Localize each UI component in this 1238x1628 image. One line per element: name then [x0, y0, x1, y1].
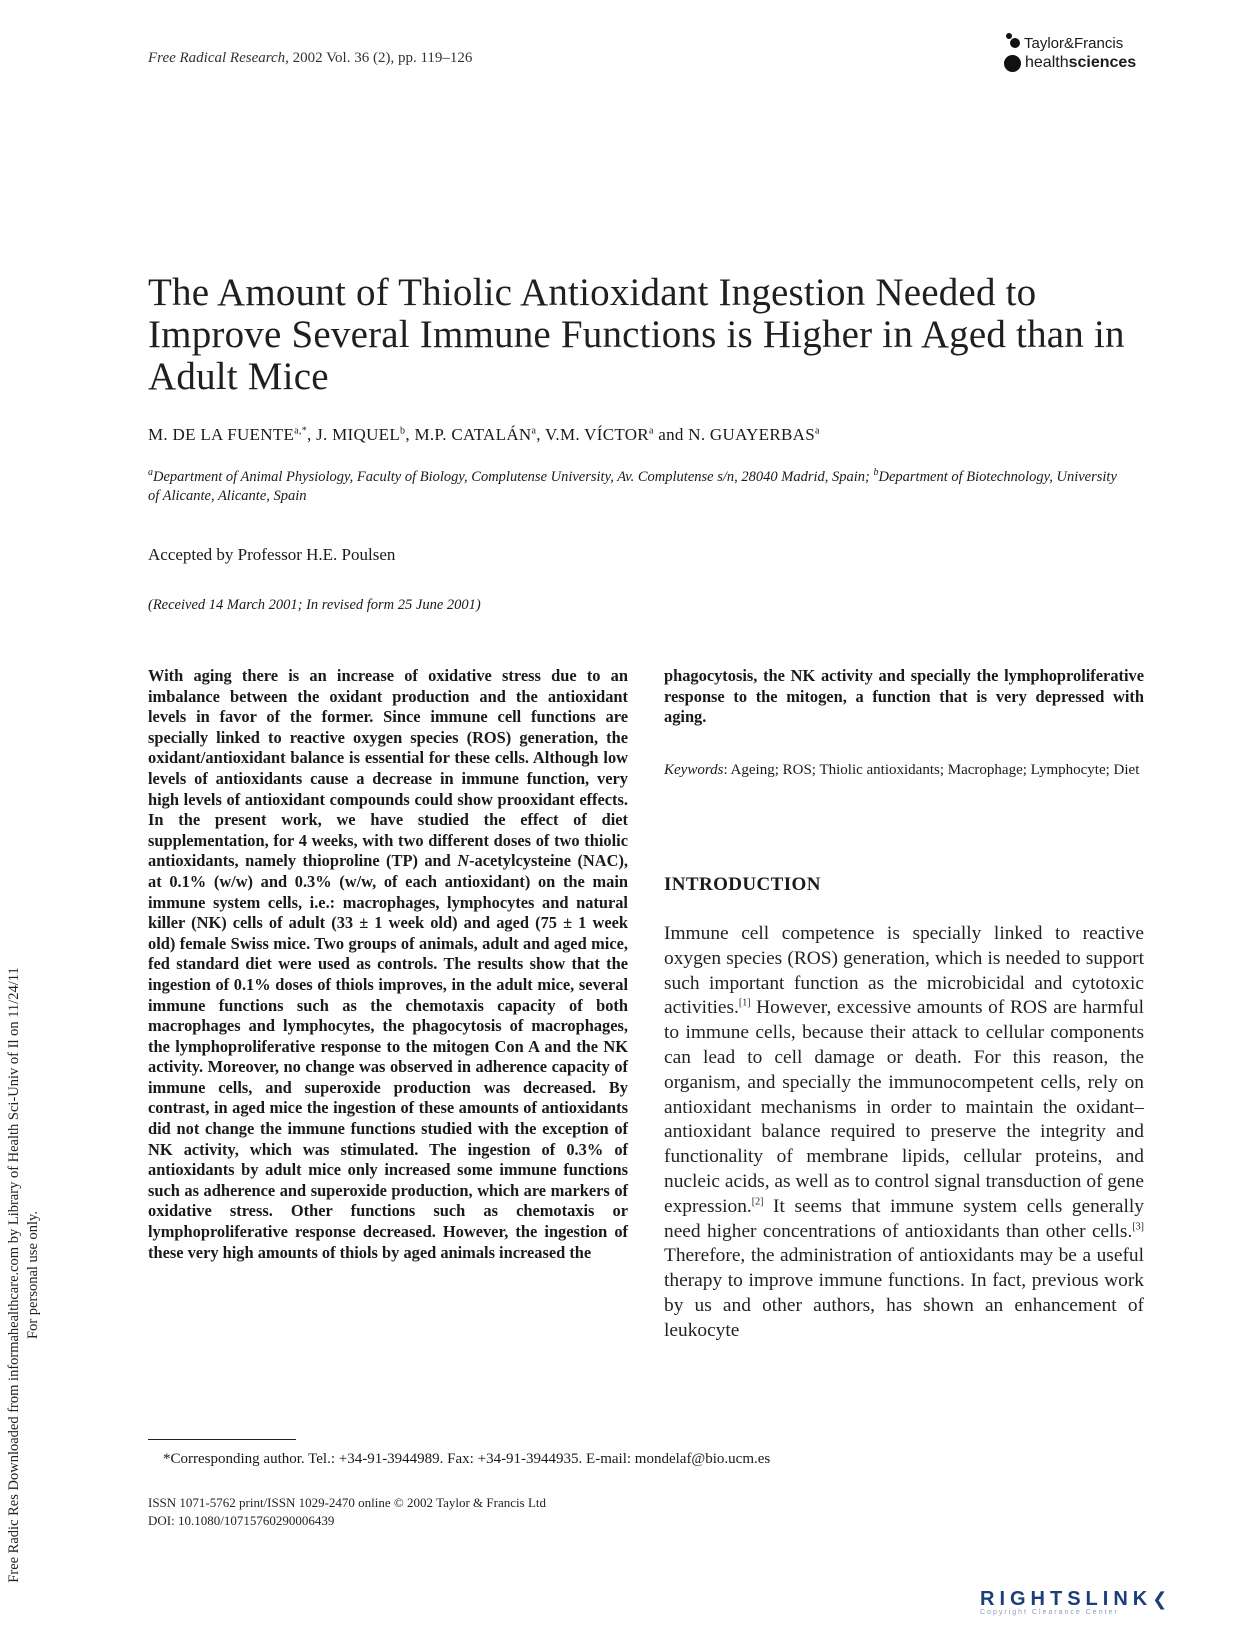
download-notice	[5, 925, 45, 1625]
publisher-logo	[1004, 33, 1174, 73]
author-affiliation-mark: a	[531, 425, 537, 437]
affiliation-mark-b: b	[873, 467, 879, 479]
introduction-heading: INTRODUCTION	[664, 874, 821, 895]
author-affiliation-mark: a	[814, 425, 820, 437]
abstract-column-left	[148, 666, 628, 1263]
download-notice-line1: Free Radic Res Downloaded from informahealthcare.com by Library of Health Sci-Univ of Il on 11/24/11	[6, 967, 22, 1583]
publisher-health: health	[1025, 54, 1069, 71]
author-separator: and	[653, 425, 689, 444]
citation-ref[interactable]: [3]	[1132, 1221, 1144, 1233]
intro-text-2: However, excessive amounts of ROS are harmful to immune cells, because their attack to cellular components can lead to cell damage or death. For this reason, the organism, and specially the immunocompetent cells, rely on antioxidant mechanisms in order to maintain the oxidant–antioxidant balance required to preserve the integrity and functionality of membrane lipids, cellular proteins, and nucleic acids, as well as to control signal transduction of gene expression.	[664, 997, 1144, 1217]
author-separator: ,	[405, 425, 415, 444]
affiliation-mark-a: a	[148, 467, 153, 479]
author-name: J. MIQUEL	[316, 425, 401, 444]
author-name: V.M. VÍCTOR	[545, 425, 649, 444]
affiliations	[148, 468, 1118, 506]
rightslink-arrow-icon: ❮	[1152, 1589, 1168, 1609]
journal-name: Free Radical Research	[148, 50, 286, 66]
publisher-dot-small-icon	[1006, 33, 1012, 39]
issn-block	[148, 1494, 546, 1530]
citation-ref[interactable]: [1]	[738, 997, 751, 1009]
intro-text-4: Therefore, the administration of antioxidants may be a useful therapy to improve immune functions. In fact, previous work by us and other authors, has shown an enhancement of leukocyte	[664, 1245, 1144, 1341]
rightslink-wordmark: RIGHTSLINK	[980, 1588, 1153, 1610]
author-list	[148, 425, 820, 445]
abstract-part2: -acetylcysteine (NAC), at 0.1% (w/w) and 0.3% (w/w, of each antioxidant) on the main immune system cells, i.e.: macrophages, lymphocytes and natural killer (NK) cells of adult (33 ± 1 week old) and aged (75 ± 1 week old) female Swiss mice. Two groups of animals, adult and aged mice, fed standard diet were used as controls. The results show that the ingestion of 0.1% doses of thiols improves, in the adult mice, several immune functions such as the chemotaxis capacity of both macrophages and lymphocytes, the phagocytosis of macrophages, the lymphoproliferative response to the mitogen Con A and the NK activity. Moreover, no change was observed in adherence capacity of immune cells, and superoxide production was decreased. By contrast, in aged mice the ingestion of these amounts of antioxidants did not change the immune functions studied with the exception of NK activity, which was stimulated. The ingestion of 0.3% of antioxidants by adult mice only increased some immune functions such as adherence and superoxide production, which are markers of oxidative stress. Other functions such as chemotaxis or lymphoproliferative response decreased. However, the ingestion of these very high amounts of thiols by aged animals increased the	[148, 851, 628, 1262]
received-dates: (Received 14 March 2001; In revised form 25 June 2001)	[148, 597, 481, 613]
author-name: M.P. CATALÁN	[414, 425, 532, 444]
introduction-body	[664, 922, 1144, 1344]
rightslink-logo[interactable]	[980, 1588, 1167, 1616]
author-affiliation-mark: a	[648, 425, 654, 437]
footnote-divider	[148, 1439, 296, 1440]
abstract-continued: phagocytosis, the NK activity and specially the lymphoproliferative response to the mitogen, a function that is very depressed with aging.	[664, 666, 1144, 727]
doi-line: DOI: 10.1080/10715760290006439	[148, 1513, 335, 1528]
keywords	[664, 760, 1144, 780]
publisher-circle-icon	[1004, 55, 1021, 72]
abstract-part1: With aging there is an increase of oxidative stress due to an imbalance between the oxidant production and the antioxidant levels in favor of the former. Since immune cell functions are specially linked to reactive oxygen species (ROS) generation, the oxidant/antioxidant balance is essential for these cells. Although low levels of antioxidants cause a decrease in immune function, very high levels of antioxidant compounds could show prooxidant effects. In the present work, we have studied the effect of diet supplementation, for 4 weeks, with two different doses of two thiolic antioxidants, namely thioproline (TP) and	[148, 666, 628, 871]
publisher-name: Taylor&Francis	[1024, 34, 1124, 52]
citation-ref[interactable]: [2]	[751, 1196, 764, 1208]
abstract-nac-n: N	[457, 851, 470, 871]
journal-details: , 2002 Vol. 36 (2), pp. 119–126	[285, 50, 473, 66]
intro-text-1: Immune cell competence is specially linked to reactive oxygen species (ROS) generation, which is needed to support such important function as the microbicidal and cytotoxic activities.	[664, 923, 1144, 1019]
journal-citation	[148, 50, 472, 67]
issn-line: ISSN 1071-5762 print/ISSN 1029-2470 online © 2002 Taylor & Francis Ltd	[148, 1495, 546, 1510]
article-title: The Amount of Thiolic Antioxidant Ingestion Needed to Improve Several Immune Functions is Higher in Aged than in Adult Mice	[148, 271, 1125, 398]
author-name: N. GUAYERBAS	[688, 425, 815, 444]
keywords-label: Keywords	[664, 762, 724, 778]
publisher-sciences: sciences	[1068, 54, 1137, 71]
download-notice-line2: For personal use only.	[25, 1211, 41, 1339]
author-separator: ,	[536, 425, 546, 444]
affiliation-a: Department of Animal Physiology, Faculty of Biology, Complutense University, Av. Complutense s/n, 28040 Madrid, Spain;	[153, 469, 874, 485]
accepted-by: Accepted by Professor H.E. Poulsen	[148, 545, 396, 564]
author-name: M. DE LA FUENTE	[148, 425, 295, 444]
publisher-dot-icon	[1010, 38, 1020, 48]
intro-text-3: It seems that immune system cells generally need higher concentrations of antioxidants than other cells.	[664, 1195, 1144, 1242]
author-affiliation-mark: b	[400, 425, 406, 437]
corresponding-author-footnote: *Corresponding author. Tel.: +34-91-3944989. Fax: +34-91-3944935. E-mail: mondelaf@bio.ucm.es	[163, 1451, 771, 1467]
keywords-text: : Ageing; ROS; Thiolic antioxidants; Macrophage; Lymphocyte; Diet	[723, 762, 1140, 778]
rightslink-subtitle: Copyright Clearance Center	[980, 1609, 1119, 1616]
author-separator: ,	[307, 425, 317, 444]
author-affiliation-mark: a,*	[294, 425, 308, 437]
affiliation-b: Department of Biotechnology, University of Alicante, Alicante, Spain	[148, 469, 1117, 504]
